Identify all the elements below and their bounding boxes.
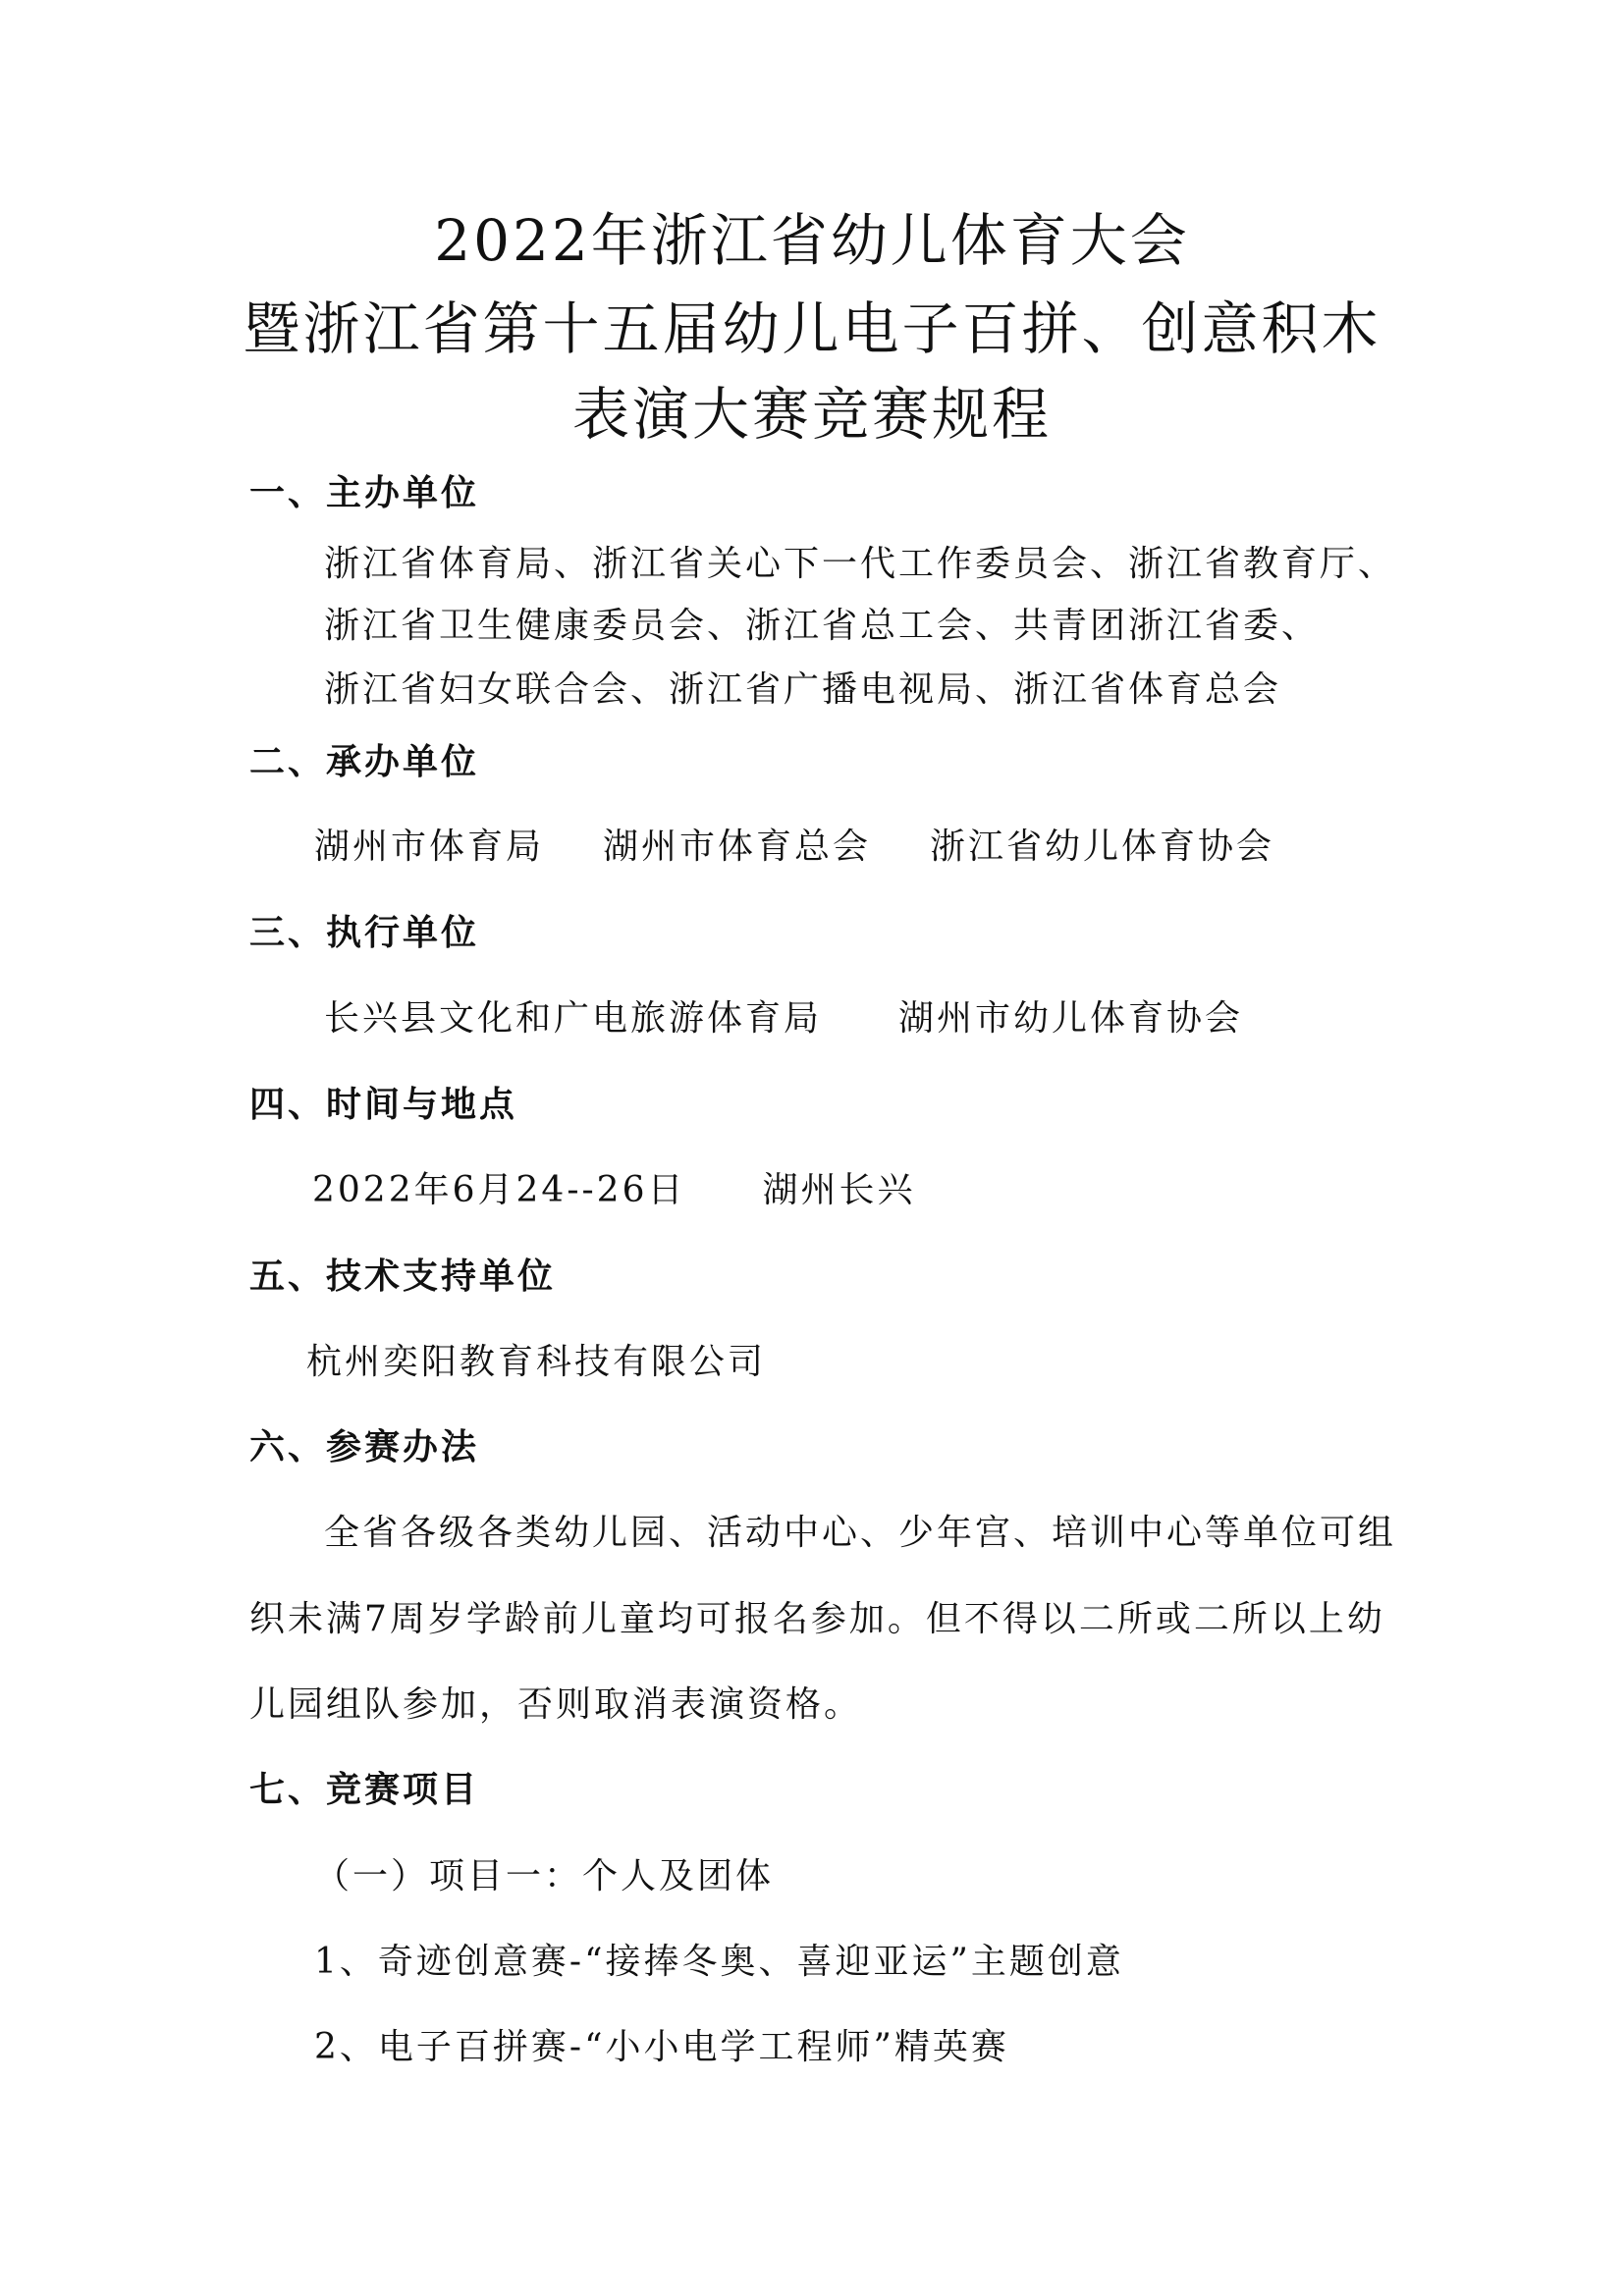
- host-org: 浙江省幼儿体育协会: [930, 827, 1275, 867]
- host-org: 湖州市体育局: [314, 827, 545, 867]
- executor-org: 长兴县文化和广电旅游体育局: [324, 998, 823, 1039]
- organizers-line-2: 浙江省卫生健康委员会、浙江省总工会、共青团浙江省委、: [324, 606, 1321, 646]
- section-heading-organizers: 一、主办单位: [249, 473, 480, 513]
- events-subheading: （一）项目一：个人及团体: [314, 1856, 775, 1896]
- participation-line-2: 织未满7周岁学龄前儿童均可报名参加。但不得以二所或二所以上幼: [249, 1599, 1385, 1639]
- organizers-line-1: 浙江省体育局、浙江省关心下一代工作委员会、浙江省教育厅、: [324, 544, 1397, 584]
- hosts-line: [314, 823, 1274, 872]
- section-heading-time-place: 四、时间与地点: [249, 1085, 518, 1125]
- section-heading-executors: 三、执行单位: [249, 913, 480, 953]
- section-heading-events: 七、竞赛项目: [249, 1770, 480, 1810]
- time-place-line: [312, 1166, 915, 1215]
- participation-line-1: 全省各级各类幼儿园、活动中心、少年宫、培训中心等单位可组: [324, 1513, 1397, 1553]
- event-item: 2、电子百拼赛-“小小电学工程师”精英赛: [314, 2027, 1009, 2067]
- section-heading-tech-support: 五、技术支持单位: [249, 1256, 557, 1297]
- participation-line-3: 儿园组队参加，否则取消表演资格。: [249, 1684, 863, 1725]
- host-org: 湖州市体育总会: [603, 827, 872, 867]
- title-line-1: 2022年浙江省幼儿体育大会: [434, 207, 1190, 274]
- executors-line: [324, 994, 1243, 1043]
- organizers-line-3: 浙江省妇女联合会、浙江省广播电视局、浙江省体育总会: [324, 669, 1282, 710]
- title-line-2: 暨浙江省第十五届幼儿电子百拼、创意积木: [243, 295, 1381, 362]
- tech-support-org: 杭州奕阳教育科技有限公司: [306, 1342, 767, 1382]
- section-heading-hosts: 二、承办单位: [249, 742, 480, 782]
- event-place: 湖州长兴: [762, 1170, 916, 1210]
- title-line-3: 表演大赛竞赛规程: [571, 381, 1052, 448]
- section-heading-participation: 六、参赛办法: [249, 1427, 480, 1468]
- event-date: 2022年6月24--26日: [312, 1170, 686, 1210]
- executor-org: 湖州市幼儿体育协会: [898, 998, 1244, 1039]
- event-item: 1、奇迹创意赛-“接捧冬奥、喜迎亚运”主题创意: [314, 1942, 1124, 1982]
